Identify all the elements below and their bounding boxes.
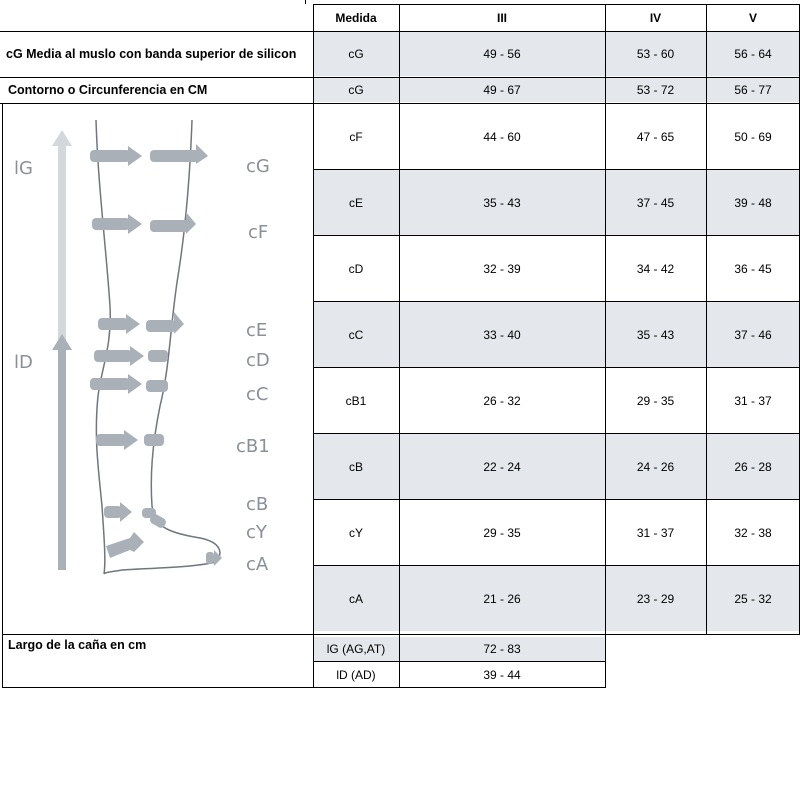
medida-cell: cC bbox=[313, 302, 399, 367]
value-cell: 56 - 77 bbox=[706, 78, 800, 102]
band-cf bbox=[92, 212, 196, 234]
ld-arrow-head bbox=[52, 334, 72, 350]
value-cell: 37 - 46 bbox=[706, 302, 800, 367]
largo-medida-ld: lD (AD) bbox=[336, 668, 376, 682]
row-label-contorno: Contorno o Circunferencia en CM bbox=[8, 83, 208, 97]
medida-cell: cB1 bbox=[345, 393, 367, 408]
label-cb: cB bbox=[246, 494, 269, 515]
value-cell: 37 - 45 bbox=[605, 170, 706, 235]
value-cell: 33 - 40 bbox=[399, 302, 605, 367]
value-cell: 22 - 24 bbox=[399, 434, 605, 499]
leg-outline bbox=[96, 120, 220, 574]
value-cell: 32 - 38 bbox=[734, 525, 772, 540]
label-cy: cY bbox=[246, 522, 267, 543]
value-cell: 24 - 26 bbox=[605, 434, 706, 499]
value-cell: 29 - 35 bbox=[636, 393, 675, 408]
value-cell: 50 - 69 bbox=[734, 129, 772, 144]
header-col-iii: III bbox=[496, 11, 507, 25]
largo-label: Largo de la caña en cm bbox=[8, 638, 147, 652]
medida-cell: cB bbox=[313, 434, 399, 499]
row-label-cg-media: cG Media al muslo con banda superior de silicon bbox=[6, 47, 297, 61]
ld-arrow-shaft bbox=[58, 346, 66, 570]
value-cell: 49 - 56 bbox=[399, 32, 605, 76]
band-cy bbox=[106, 513, 167, 558]
label-cc: cC bbox=[246, 384, 269, 405]
value-cell: 26 - 28 bbox=[706, 434, 800, 499]
label-cd: cD bbox=[246, 350, 270, 371]
medida-cell: cG bbox=[313, 32, 399, 76]
header-col-iv: IV bbox=[649, 11, 662, 25]
label-cf: cF bbox=[248, 222, 269, 243]
value-cell: 34 - 42 bbox=[636, 261, 675, 276]
value-cell: 26 - 32 bbox=[483, 393, 521, 408]
value-cell: 49 - 67 bbox=[399, 78, 605, 102]
medida-cell: cF bbox=[349, 129, 363, 144]
value-cell: 32 - 39 bbox=[483, 261, 521, 276]
value-cell: 39 - 48 bbox=[706, 170, 800, 235]
largo-value-ld: 39 - 44 bbox=[483, 668, 521, 682]
value-cell: 25 - 32 bbox=[706, 566, 800, 631]
medida-cell: cA bbox=[313, 566, 399, 631]
value-cell: 21 - 26 bbox=[399, 566, 605, 631]
largo-value-lg: 72 - 83 bbox=[399, 637, 605, 661]
label-ce: cE bbox=[246, 320, 268, 341]
value-cell: 56 - 64 bbox=[706, 32, 800, 76]
medida-cell: cY bbox=[348, 525, 363, 540]
header-medida: Medida bbox=[335, 11, 377, 25]
medida-cell: cE bbox=[313, 170, 399, 235]
largo-medida-lg: lG (AG,AT) bbox=[313, 637, 399, 661]
value-cell: 31 - 37 bbox=[636, 525, 675, 540]
value-cell: 35 - 43 bbox=[399, 170, 605, 235]
label-ca: cA bbox=[246, 554, 269, 575]
value-cell: 47 - 65 bbox=[636, 129, 675, 144]
medida-cell: cG bbox=[313, 78, 399, 102]
label-cg: cG bbox=[246, 156, 270, 177]
leg-diagram bbox=[10, 106, 310, 636]
value-cell: 35 - 43 bbox=[605, 302, 706, 367]
lg-arrow-head bbox=[52, 130, 72, 146]
medida-cell: cD bbox=[348, 261, 364, 276]
band-cb bbox=[104, 502, 156, 522]
value-cell: 23 - 29 bbox=[605, 566, 706, 631]
value-cell: 36 - 45 bbox=[734, 261, 772, 276]
value-cell: 29 - 35 bbox=[483, 525, 521, 540]
header-col-v: V bbox=[748, 11, 757, 25]
value-cell: 31 - 37 bbox=[734, 393, 772, 408]
value-cell: 53 - 72 bbox=[605, 78, 706, 102]
value-cell: 44 - 60 bbox=[483, 129, 521, 144]
label-lg: lG bbox=[14, 158, 33, 179]
label-ld: lD bbox=[14, 352, 33, 373]
value-cell: 53 - 60 bbox=[605, 32, 706, 76]
label-cb1: cB1 bbox=[236, 436, 270, 457]
grid-line bbox=[305, 0, 306, 4]
